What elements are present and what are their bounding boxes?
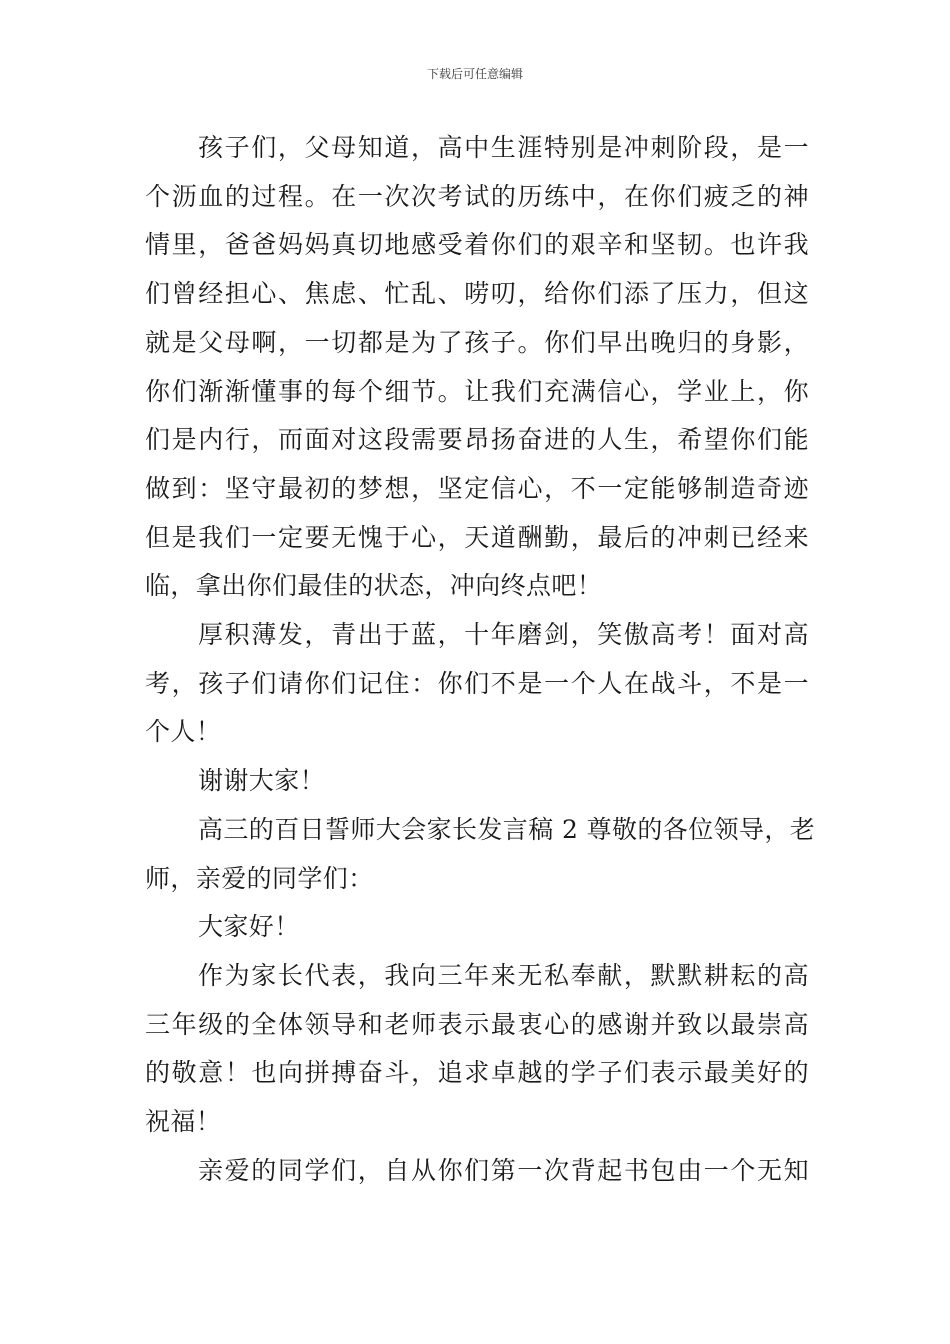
text-line: 师，亲爱的同学们：: [145, 863, 374, 893]
text-line: 做到：坚守最初的梦想，坚定信心，不一定能够制造奇迹: [145, 473, 809, 503]
text-line: 的敬意！也向拼搏奋斗，追求卓越的学子们表示最美好的: [145, 1058, 809, 1088]
text-line: 临，拿出你们最佳的状态，冲向终点吧！: [145, 571, 603, 601]
text-line: 个人！: [145, 717, 222, 747]
text-line: 大家好！: [198, 912, 300, 942]
text-line: 高三的百日誓师大会家长发言稿 2 尊敬的各位领导，老: [198, 814, 816, 844]
text-line: 们是内行，而面对这段需要昂扬奋进的人生，希望你们能: [145, 425, 809, 455]
text-line: 个沥血的过程。在一次次考试的历练中，在你们疲乏的神: [145, 181, 809, 211]
text-line: 作为家长代表，我向三年来无私奉献，默默耕耘的高: [198, 960, 809, 990]
page-header-caption: 下载后可任意编辑: [426, 67, 523, 81]
paragraph: [145, 952, 809, 1147]
text-line: 厚积薄发，青出于蓝，十年磨剑，笑傲高考！面对高: [198, 620, 809, 650]
text-line: 你们渐渐懂事的每个细节。让我们充满信心，学业上，你: [145, 376, 809, 406]
paragraph: [145, 806, 816, 903]
paragraph: [145, 611, 809, 757]
text-line: 三年级的全体领导和老师表示最衷心的感谢并致以最崇高: [145, 1009, 809, 1039]
text-line: 孩子们，父母知道，高中生涯特别是冲刺阶段，是一: [198, 133, 809, 162]
text-line: 但是我们一定要无愧于心，天道酬勤，最后的冲刺已经来: [145, 522, 809, 552]
text-line: 情里，爸爸妈妈真切地感受着你们的艰辛和坚韧。也许我: [145, 230, 809, 260]
text-line: 谢谢大家！: [198, 766, 326, 796]
text-line: 祝福！: [145, 1107, 222, 1137]
text-line: 考，孩子们请你们记住：你们不是一个人在战斗，不是一: [145, 668, 809, 698]
paragraph: [145, 124, 809, 611]
paragraph: [145, 1147, 809, 1196]
paragraph: [145, 757, 809, 806]
document-body: [145, 124, 816, 1195]
text-line: 亲爱的同学们，自从你们第一次背起书包由一个无知: [198, 1155, 809, 1185]
text-line: 就是父母啊，一切都是为了孩子。你们早出晚归的身影，: [145, 327, 809, 357]
text-line: 们曾经担心、焦虑、忙乱、唠叨，给你们添了压力，但这: [145, 279, 809, 309]
paragraph: [145, 903, 809, 952]
